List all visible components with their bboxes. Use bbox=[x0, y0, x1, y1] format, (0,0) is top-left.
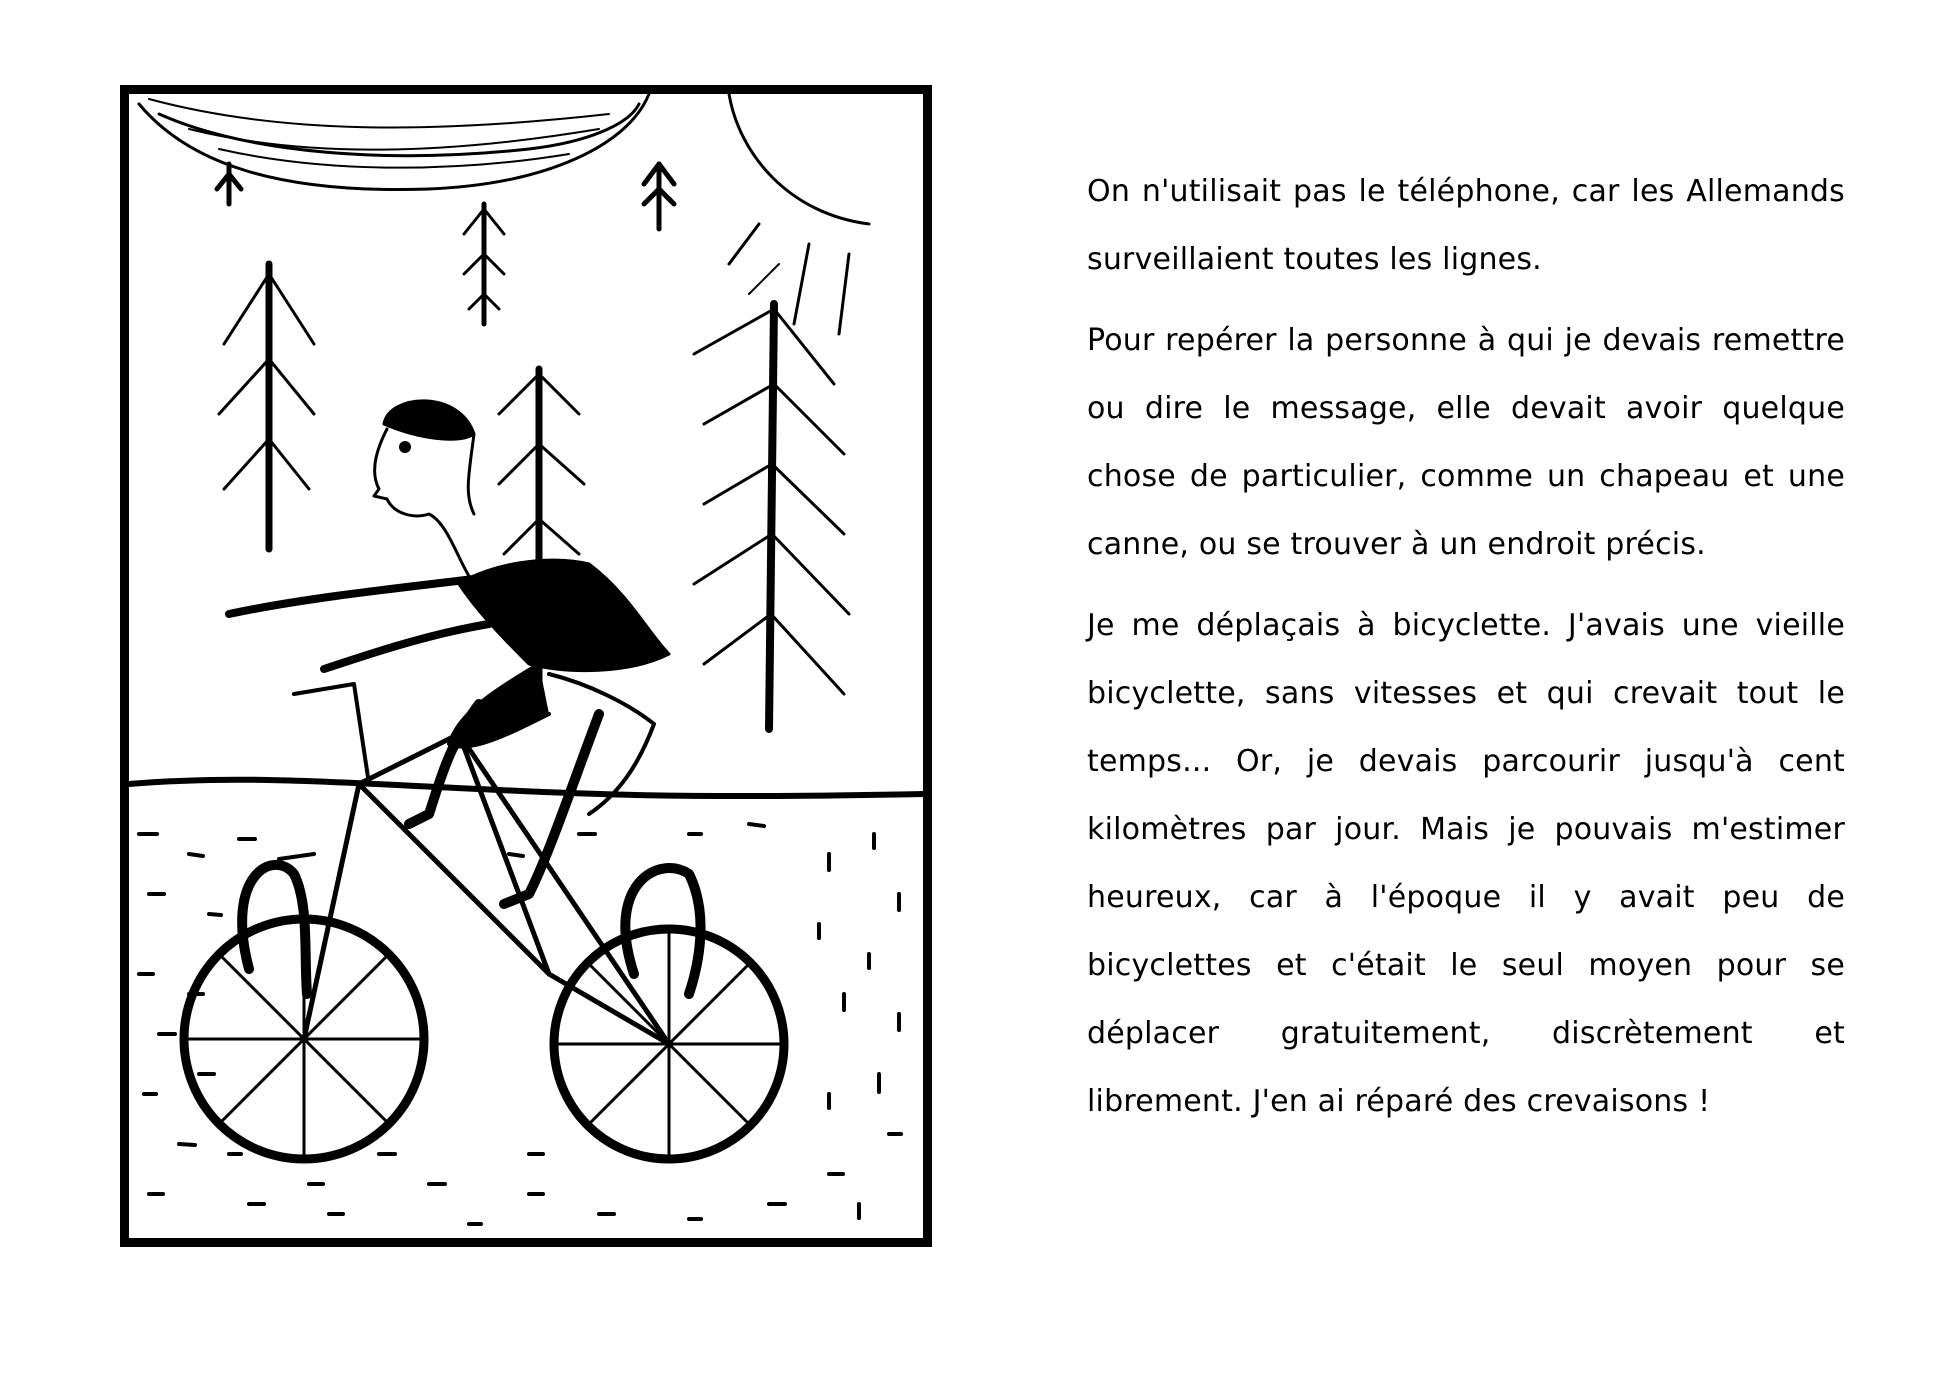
sun-drawing bbox=[729, 94, 869, 334]
bicycle-drawing bbox=[184, 684, 784, 1159]
cyclist-figure bbox=[229, 401, 669, 904]
paragraph-telephone: On n'utilisait pas le téléphone, car les Allemands surveillaient toutes les lignes. bbox=[1087, 174, 1845, 277]
text-column bbox=[1087, 158, 1845, 1149]
cyclist-drawing bbox=[129, 94, 923, 1238]
horizon-line bbox=[129, 780, 923, 796]
illustration-frame bbox=[120, 85, 932, 1247]
cloud-drawing bbox=[139, 94, 649, 190]
paragraph-contact: Pour repérer la personne à qui je devais remettre ou dire le message, elle devait avoir quelque chose de particulier, comme un chapeau et une canne, ou se trouver à un endroit précis. bbox=[1087, 323, 1845, 562]
paragraph-bicycle: Je me déplaçais à bicyclette. J'avais une vieille bicyclette, sans vitesses et qui crevait tout le temps... Or, je devais parcourir jusqu'à cent kilomètres par jour. Mais je pouvais m'estimer heureux, car à l'époque il y avait peu de bicyclettes et c'était le seul moyen pour se déplacer gratuitement, discrètement et librement. J'en ai réparé des crevaisons ! bbox=[1087, 608, 1845, 1119]
